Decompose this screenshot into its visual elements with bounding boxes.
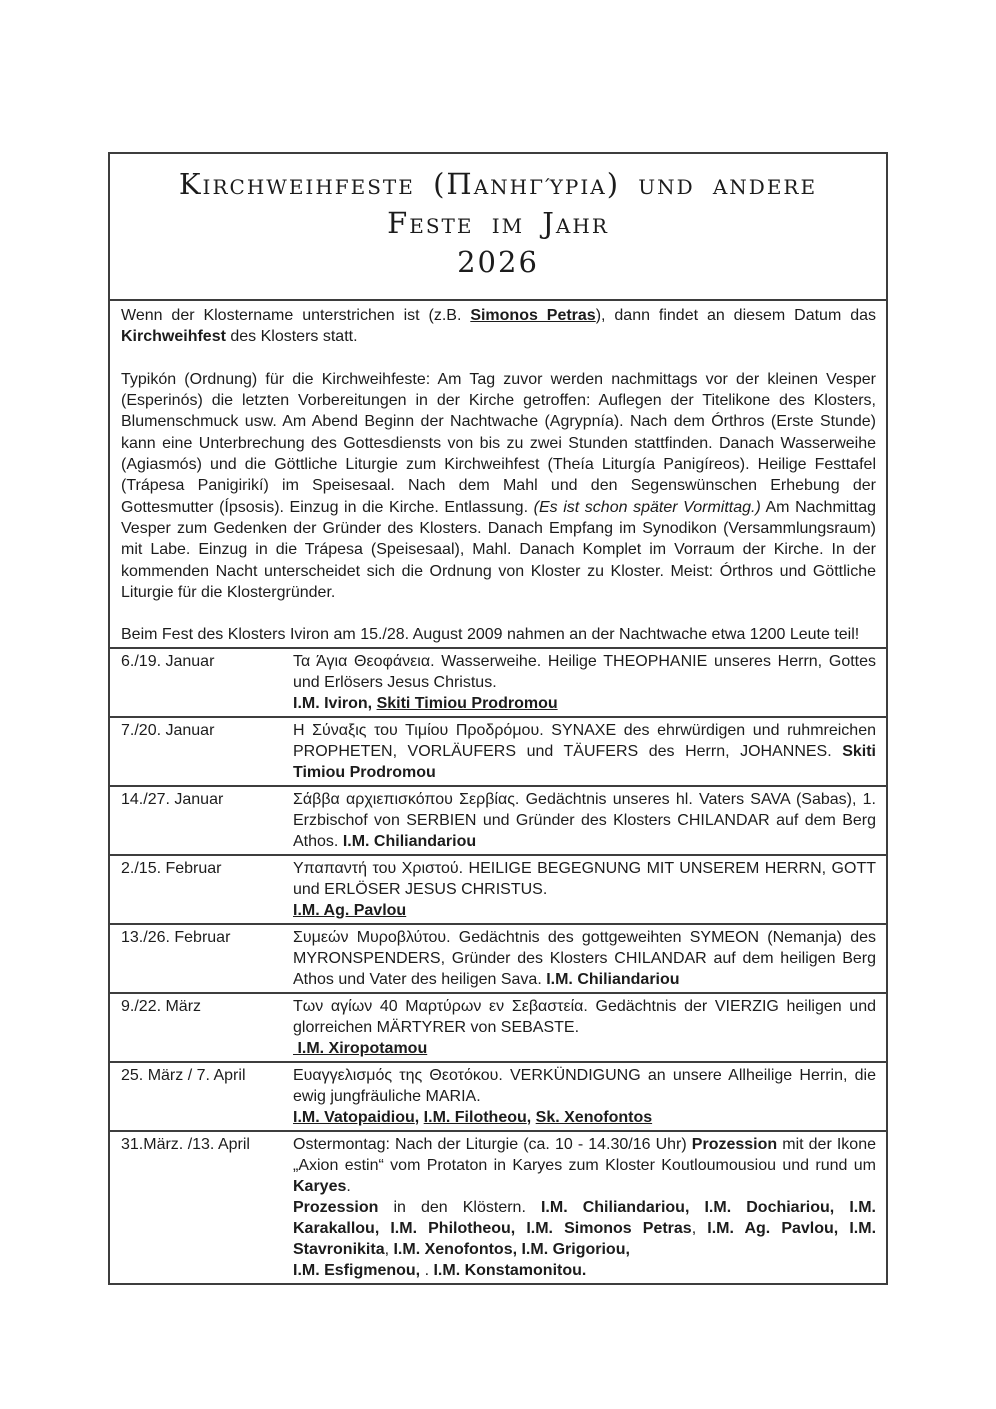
feast-row bbox=[110, 785, 886, 854]
feast-row bbox=[110, 854, 886, 923]
feast-description: Συμεών Μυροβλύτου. Gedächtnis des gottgeweihten SYMEON (Nemanja) des MYRONSPENDERS, Gründer des Klosters CHILANDAR auf dem heiligen Berg Athos und Vater des heiligen Sava. I.M. Chiliandariou bbox=[293, 928, 876, 988]
feast-row bbox=[110, 716, 886, 785]
feast-date: 25. März / 7. April bbox=[121, 1066, 246, 1084]
document-title bbox=[128, 165, 868, 282]
feast-row bbox=[110, 647, 886, 716]
title-line-2: 2026 bbox=[457, 245, 539, 279]
feast-date: 6./19. Januar bbox=[121, 652, 215, 670]
feast-description: Ευαγγελισμός της Θεοτόκου. VERKÜNDIGUNG an unsere Allheilige Herrin, die ewig jungfräuliche MARIA. I.M. Vatopaidiou, I.M. Filotheou, Sk. Xenofontos bbox=[293, 1066, 876, 1126]
feast-row bbox=[110, 992, 886, 1061]
intro-paragraph-underline-note: Wenn der Klostername unterstrichen ist (z.B. Simonos Petras), dann findet an diesem Datum das Kirchweihfest des Klosters statt. bbox=[121, 307, 876, 346]
feast-description: Των αγίων 40 Μαρτύρων εν Σεβαστεία. Gedächtnis der VIERZIG heiligen und glorreichen MÄRTYRER von SEBASTE. I.M. Xiropotamou bbox=[293, 997, 876, 1057]
feast-description: Υπαπαντή του Χριστού. HEILIGE BEGEGNUNG MIT UNSEREM HERRN, GOTT und ERLÖSER JESUS CHRISTUS. I.M. Ag. Pavlou bbox=[293, 859, 876, 919]
intro-paragraph-typikon: Typikón (Ordnung) für die Kirchweihfeste: Am Tag zuvor werden nachmittags vor der kleinen Vesper (Esperinós) die letzten Vorbereitungen in der Kirche getroffen: Auflegen der Titelikone des Klosters, Blumenschmuck usw. Am Abend Beginn der Nachtwache (Agrypnía). Nach dem Órthros (Erste Stunde) kann eine Unterbrechung des Gottesdiensts von bis zu zwei Stunden stattfinden. Danach Wasserweihe (Agiasmós) und die Göttliche Liturgie zum Kirchweihfest (Theía Liturgía Panigíreos). Heilige Festtafel (Trápesa Panigirikí) im Speisesaal. Nach dem Mahl und den Segenswünschen Erhebung der Gottesmutter (Ípsosis). Einzug in die Kirche. Entlassung. (Es ist schon später Vormittag.) Am Nachmittag Vesper zum Gedenken der Gründer des Klosters. Danach Empfang im Synodikon (Versammlungsraum) mit Labe. Einzug in die Trápesa (Speisesaal), Mahl. Danach Komplet im Vorraum der Kirche. In der kommenden Nacht unterscheidet sich die Ordnung von Kloster zu Kloster. Meist: Órthros und Göttliche Liturgie für die Klostergründer. bbox=[121, 370, 877, 601]
document-title-box bbox=[110, 154, 886, 299]
feast-description: Τα Άγια Θεοφάνεια. Wasserweihe. Heilige THEOPHANIE unseres Herrn, Gottes und Erlösers Jesus Christus. I.M. Iviron, Skiti Timiou Prodromou bbox=[293, 652, 876, 712]
intro-section bbox=[110, 299, 886, 647]
feast-date: 9./22. März bbox=[121, 997, 202, 1015]
feast-row bbox=[110, 923, 886, 992]
feast-date: 2./15. Februar bbox=[121, 859, 222, 877]
title-line-1: Kirchweihfeste (Πανηγύρια) und andere Feste im Jahr bbox=[178, 167, 818, 240]
feast-schedule-document bbox=[108, 152, 888, 1285]
feast-date: 14./27. Januar bbox=[121, 790, 224, 808]
feast-description: Ostermontag: Nach der Liturgie (ca. 10 - 14.30/16 Uhr) Prozession mit der Ikone „Axion estin“ vom Protaton in Karyes zum Kloster Koutloumousiou und rund um Karyes. Prozession in den Klöstern. I.M. Chiliandariou, I.M. Dochiariou, I.M. Karakallou, I.M. Philotheou, I.M. Simonos Petras, I.M. Ag. Pavlou, I.M. Stavronikita, I.M. Xenofontos, I.M. Grigoriou, I.M. Esfigmenou, . I.M. Konstamonitou. bbox=[293, 1135, 877, 1279]
feast-row bbox=[110, 1130, 886, 1283]
feast-description: Σάββα αρχιεπισκόπου Σερβίας. Gedächtnis unseres hl. Vaters SAVA (Sabas), 1. Erzbischof von SERBIEN und Gründer des Klosters CHILANDAR auf dem Berg Athos. I.M. Chiliandariou bbox=[293, 790, 876, 850]
feast-description: Η Σύναξις του Τιμίου Προδρόμου. SYNAXE des ehrwürdigen und ruhmreichen PROPHETEN, VORLÄUFERS und TÄUFERS des Herrn, JOHANNES. Skiti Timiou Prodromou bbox=[293, 721, 876, 781]
feast-date: 31.März. /13. April bbox=[121, 1135, 250, 1153]
feast-row bbox=[110, 1061, 886, 1130]
feast-date: 13./26. Februar bbox=[121, 928, 231, 946]
intro-paragraph-iviron-note: Beim Fest des Klosters Iviron am 15./28. August 2009 nahmen an der Nachtwache etwa 1200 Leute teil! bbox=[121, 626, 860, 644]
feast-date: 7./20. Januar bbox=[121, 721, 215, 739]
